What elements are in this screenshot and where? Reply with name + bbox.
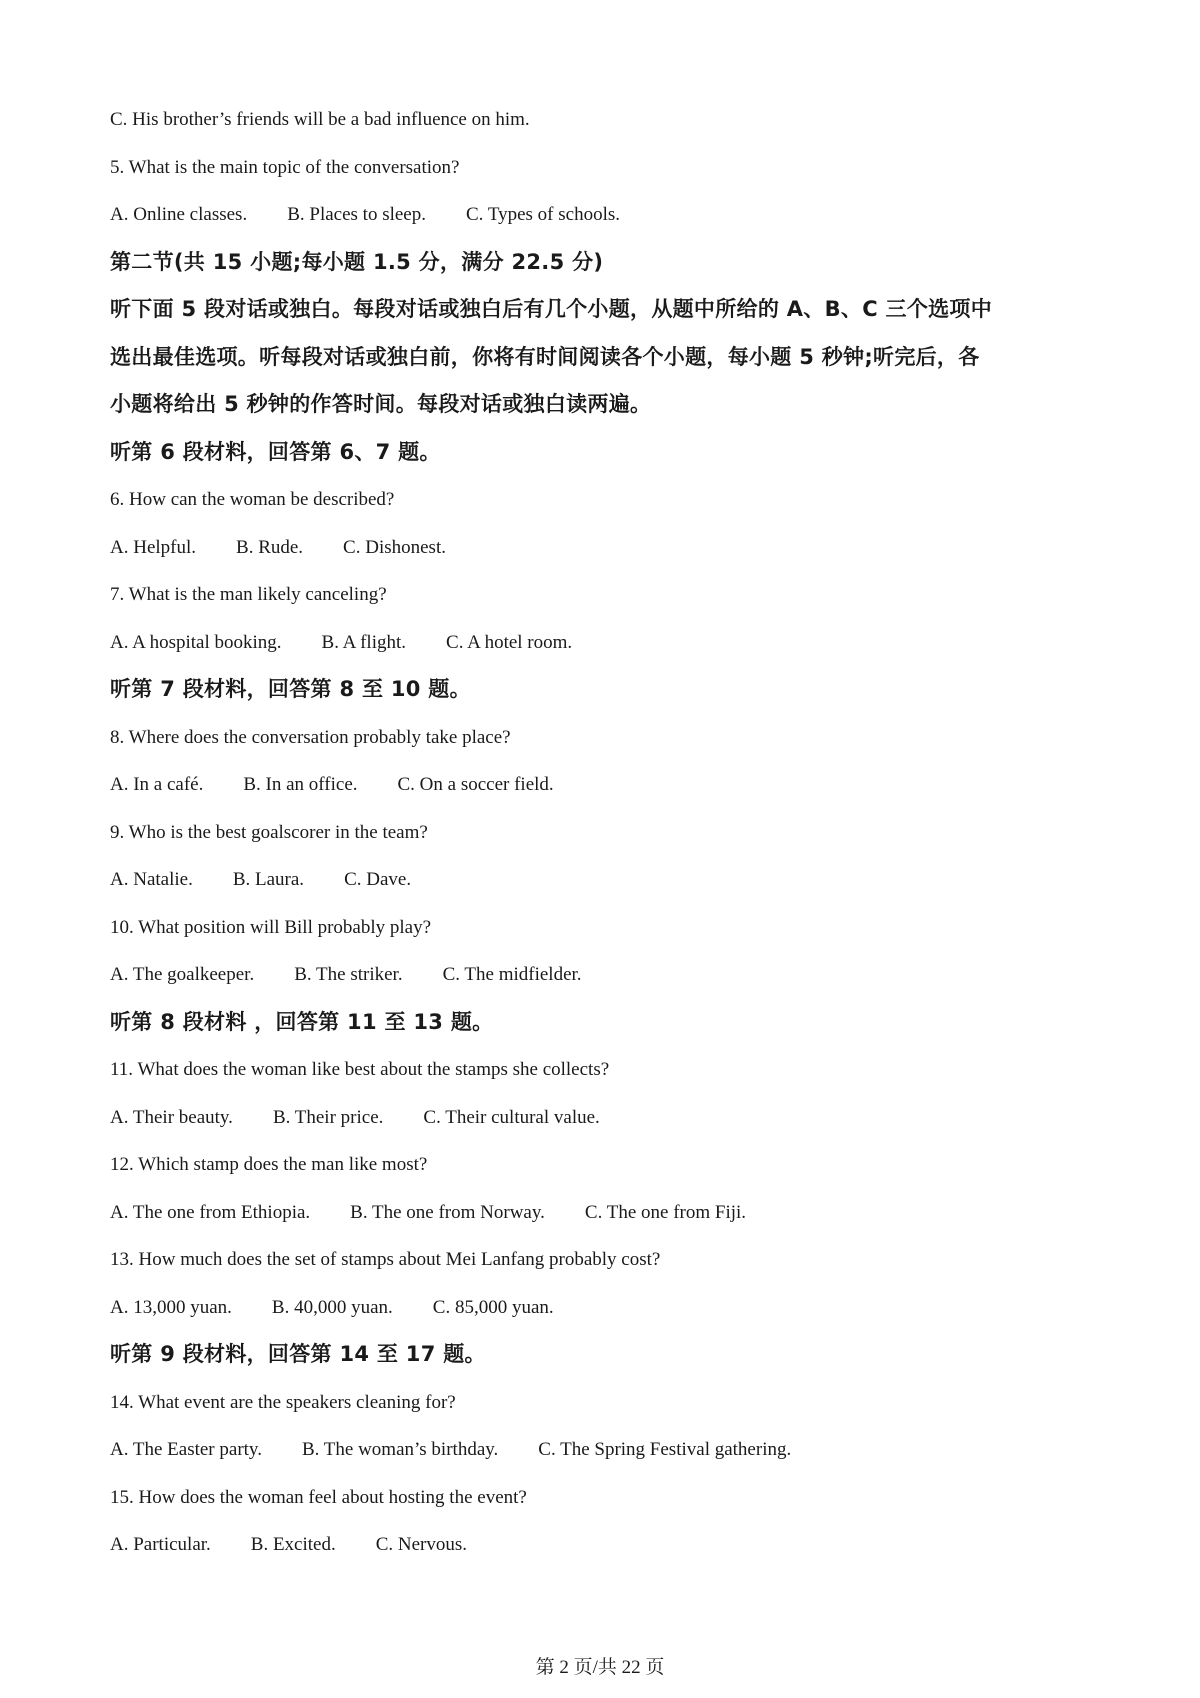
answer-option: B. Their price. (272, 1106, 384, 1128)
answer-option: A. The one from Ethiopia. (110, 1201, 311, 1223)
answer-option: B. Laura. (232, 869, 305, 890)
answer-options (110, 1284, 1110, 1332)
answer-option: C. The Spring Festival gathering. (538, 1439, 792, 1460)
answer-option: A. 13,000 yuan. (110, 1296, 232, 1318)
question-text: 6. How can the woman be described? (110, 489, 395, 510)
question-text: 12. Which stamp does the man like most? (110, 1154, 428, 1175)
question-text: 7. What is the man likely canceling? (110, 584, 387, 605)
answer-option: B. Excited. (250, 1534, 336, 1555)
question-text: 11. What does the woman like best about the stamps she collects? (110, 1059, 610, 1080)
answer-option: B. Rude. (236, 536, 304, 558)
answer-option: C. Their cultural value. (423, 1106, 600, 1128)
answer-options (110, 1521, 1110, 1569)
answer-option: B. The one from Norway. (350, 1201, 545, 1223)
answer-option: B. Places to sleep. (287, 204, 426, 225)
answer-option: A. A hospital booking. (110, 631, 282, 653)
question-text: 13. How much does the set of stamps about Mei Lanfang probably cost? (110, 1249, 661, 1270)
answer-option: C. Dishonest. (343, 536, 446, 558)
answer-options (110, 856, 1110, 904)
option-line: C. His brother’s friends will be a bad influence on him. (110, 109, 530, 130)
answer-option: B. 40,000 yuan. (271, 1296, 393, 1318)
section-instruction: 选出最佳选项。听每段对话或独白前，你将有时间阅读各个小题，每小题 5 秒钟;听完后，各 (110, 344, 980, 369)
question-text: 10. What position will Bill probably play? (110, 916, 432, 938)
section-instruction: 听第 8 段材料 ，回答第 11 至 13 题。 (110, 1009, 494, 1034)
answer-option: C. Dave. (344, 869, 412, 890)
question-text: 8. Where does the conversation probably take place? (110, 726, 511, 748)
answer-options (110, 619, 1110, 667)
answer-option: A. Their beauty. (110, 1106, 233, 1128)
section-instruction: 听第 9 段材料，回答第 14 至 17 题。 (110, 1342, 486, 1366)
answer-option: B. In an office. (243, 774, 358, 795)
answer-option: A. Online classes. (110, 204, 248, 225)
answer-options (110, 1189, 1110, 1237)
answer-option: C. Types of schools. (465, 204, 620, 225)
section-instruction: 听第 7 段材料，回答第 8 至 10 题。 (110, 677, 471, 701)
section-instruction: 第二节(共 15 小题;每小题 1.5 分，满分 22.5 分) (110, 249, 604, 274)
answer-option: C. A hotel room. (446, 631, 573, 653)
answer-option: B. The striker. (294, 964, 403, 985)
answer-option: C. The one from Fiji. (584, 1201, 747, 1223)
question-text: 9. Who is the best goalscorer in the team? (110, 821, 428, 843)
answer-option: C. The midfielder. (442, 964, 582, 985)
section-instruction: 听下面 5 段对话或独白。每段对话或独白后有几个小题，从题中所给的 A、B、C 三个选项中 (110, 297, 993, 321)
answer-option: A. The goalkeeper. (110, 964, 255, 985)
answer-options (110, 191, 1110, 239)
answer-option: B. A flight. (321, 631, 407, 653)
answer-option: B. The woman’s birthday. (301, 1439, 499, 1460)
answer-option: A. Helpful. (110, 536, 197, 558)
answer-options (110, 951, 1110, 999)
section-instruction: 听第 6 段材料，回答第 6、7 题。 (110, 439, 441, 464)
section-instruction: 小题将给出 5 秒钟的作答时间。每段对话或独白读两遍。 (110, 392, 652, 416)
answer-option: A. Natalie. (110, 869, 193, 890)
document-page (110, 96, 1110, 1569)
question-text: 14. What event are the speakers cleaning for? (110, 1391, 456, 1413)
answer-option: A. The Easter party. (110, 1439, 262, 1460)
question-text: 15. How does the woman feel about hosting the event? (110, 1486, 527, 1508)
answer-options (110, 524, 1110, 572)
answer-options (110, 1094, 1110, 1142)
answer-options (110, 1426, 1110, 1474)
answer-option: C. Nervous. (375, 1534, 468, 1555)
answer-option: A. In a café. (110, 774, 204, 795)
answer-option: C. 85,000 yuan. (432, 1296, 554, 1318)
page-footer: 第 2 页/共 22 页 (535, 1657, 665, 1678)
question-text: 5. What is the main topic of the conversation? (110, 156, 460, 178)
answer-option: A. Particular. (110, 1534, 211, 1555)
answer-options (110, 761, 1110, 809)
answer-option: C. On a soccer field. (397, 774, 554, 795)
